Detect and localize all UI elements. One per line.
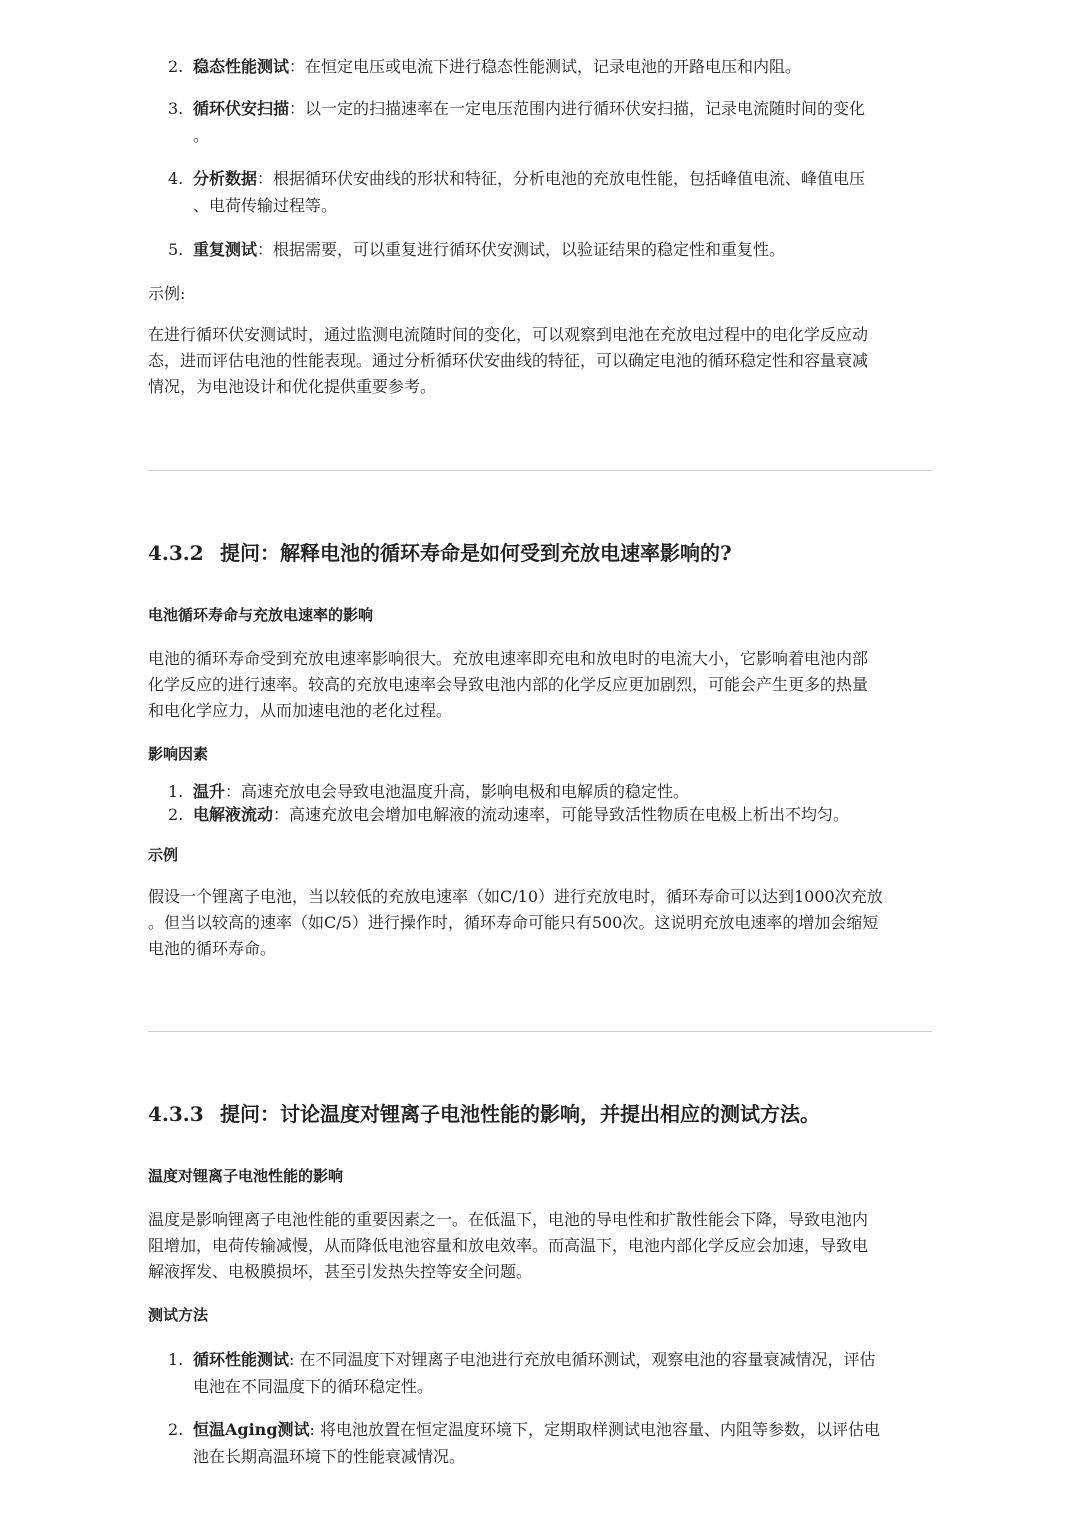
list-term: 循环伏安扫描 — [193, 99, 290, 118]
section-number: 4.3.2 — [148, 541, 204, 565]
section-heading — [148, 1099, 932, 1129]
paragraph-line: 假设一个锂离子电池，当以较低的充放电速率（如C/10）进行充放电时，循环寿命可以达到1000次充放 — [148, 887, 883, 906]
list-number: 1. — [168, 1350, 184, 1369]
list-text: ：根据需要，可以重复进行循环伏安测试，以验证结果的稳定性和重复性。 — [257, 240, 786, 259]
list-item — [148, 780, 932, 803]
section-title: 提问：解释电池的循环寿命是如何受到充放电速率影响的? — [220, 541, 732, 565]
list-item — [148, 53, 932, 80]
body-paragraph — [148, 1207, 932, 1285]
example-paragraph — [148, 884, 932, 962]
list-text-cont: 池在长期高温环境下的性能衰减情况。 — [193, 1447, 466, 1466]
list-text-cont: 。 — [193, 126, 210, 145]
list-text: : 将电池放置在恒定温度环境下，定期取样测试电池容量、内阻等参数，以评估电 — [309, 1420, 880, 1439]
list-text-cont: 、电荷传输过程等。 — [193, 196, 338, 215]
list-term: 分析数据 — [193, 169, 258, 188]
subheading: 示例 — [148, 846, 179, 864]
list-number: 4. — [168, 169, 184, 188]
list-text: : 在不同温度下对锂离子电池进行充放电循环测试，观察电池的容量衰减情况，评估 — [289, 1350, 876, 1369]
intro-list — [148, 53, 932, 80]
paragraph-line: 解液挥发、电极膜损坏，甚至引发热失控等安全问题。 — [148, 1262, 533, 1281]
intro-list-4 — [148, 165, 932, 219]
list-text: ：以一定的扫描速率在一定电压范围内进行循环伏安扫描，记录电流随时间的变化 — [289, 99, 866, 118]
intro-list-5 — [148, 236, 932, 263]
list-number: 2. — [168, 57, 184, 76]
subheading: 温度对锂离子电池性能的影响 — [148, 1167, 344, 1185]
subheading: 电池循环寿命与充放电速率的影响 — [148, 606, 374, 624]
subheading: 测试方法 — [148, 1306, 209, 1324]
section-number: 4.3.3 — [148, 1102, 204, 1126]
paragraph-line: 情况，为电池设计和优化提供重要参考。 — [148, 377, 437, 396]
paragraph-line: 温度是影响锂离子电池性能的重要因素之一。在低温下，电池的导电性和扩散性能会下降，导致电池内 — [148, 1210, 869, 1229]
paragraph-line: 化学反应的进行速率。较高的充放电速率会导致电池内部的化学反应更加剧烈，可能会产生更多的热量 — [148, 675, 869, 694]
paragraph-line: 在进行循环伏安测试时，通过监测电流随时间的变化，可以观察到电池在充放电过程中的电化学反应动 — [148, 325, 869, 344]
list-text: ：根据循环伏安曲线的形状和特征，分析电池的充放电性能，包括峰值电流、峰值电压 — [257, 169, 866, 188]
list-term: 恒温Aging测试 — [193, 1420, 310, 1439]
subheading: 影响因素 — [148, 745, 209, 763]
example-label: 示例: — [148, 284, 186, 303]
body-paragraph — [148, 646, 932, 724]
list-number: 2. — [168, 805, 184, 824]
paragraph-line: 和电化学应力，从而加速电池的老化过程。 — [148, 701, 453, 720]
list-item — [148, 165, 932, 219]
paragraph-line: 电池的循环寿命。 — [148, 939, 277, 958]
list-term: 电解液流动 — [193, 805, 274, 824]
list-item — [148, 1346, 932, 1400]
list-text: ：在恒定电压或电流下进行稳态性能测试，记录电池的开路电压和内阻。 — [289, 57, 802, 76]
list-number: 3. — [168, 99, 184, 118]
paragraph-line: 态，进而评估电池的性能表现。通过分析循环伏安曲线的特征，可以确定电池的循环稳定性和容量衰减 — [148, 351, 869, 370]
list-item — [148, 95, 932, 149]
list-text: ：高速充放电会增加电解液的流动速率，可能导致活性物质在电极上析出不均匀。 — [273, 805, 850, 824]
section-title: 提问：讨论温度对锂离子电池性能的影响，并提出相应的测试方法。 — [220, 1102, 820, 1126]
list-number: 2. — [168, 1420, 184, 1439]
methods-list-1 — [148, 1346, 932, 1400]
section-heading — [148, 538, 932, 568]
list-item — [148, 803, 932, 826]
section-divider — [148, 1031, 932, 1032]
list-term: 稳态性能测试 — [193, 57, 290, 76]
intro-list-3 — [148, 95, 932, 149]
list-term: 重复测试 — [193, 240, 258, 259]
list-number: 5. — [168, 240, 184, 259]
factors-list — [148, 780, 932, 826]
example-paragraph — [148, 322, 932, 400]
list-text: ：高速充放电会导致电池温度升高，影响电极和电解质的稳定性。 — [225, 782, 690, 801]
methods-list-2 — [148, 1416, 932, 1470]
section-divider — [148, 470, 932, 471]
paragraph-line: 阻增加，电荷传输减慢，从而降低电池容量和放电效率。而高温下，电池内部化学反应会加速，导致电 — [148, 1236, 869, 1255]
list-term: 循环性能测试 — [193, 1350, 290, 1369]
paragraph-line: 。但当以较高的速率（如C/5）进行操作时，循环寿命可能只有500次。这说明充放电速率的增加会缩短 — [148, 913, 879, 932]
list-term: 温升 — [193, 782, 226, 801]
list-number: 1. — [168, 782, 184, 801]
list-text-cont: 电池在不同温度下的循环稳定性。 — [193, 1377, 434, 1396]
list-item — [148, 1416, 932, 1470]
paragraph-line: 电池的循环寿命受到充放电速率影响很大。充放电速率即充电和放电时的电流大小，它影响着电池内部 — [148, 649, 869, 668]
list-item — [148, 236, 932, 263]
